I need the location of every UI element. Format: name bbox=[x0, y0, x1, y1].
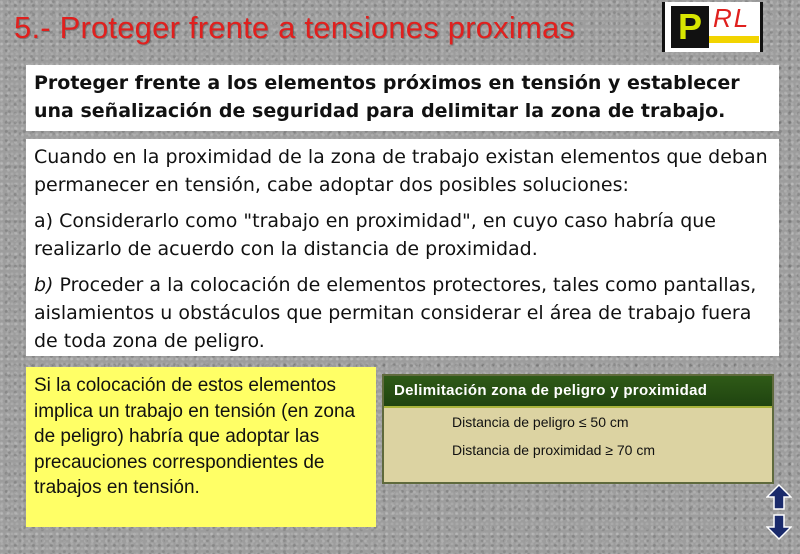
option-b-paragraph bbox=[34, 271, 771, 355]
table-header: Delimitación zona de peligro y proximidad bbox=[384, 376, 772, 408]
table-row: Distancia de proximidad ≥ 70 cm bbox=[452, 442, 655, 458]
note-box bbox=[26, 367, 376, 527]
page-title: 5.- Proteger frente a tensiones proximas bbox=[14, 10, 576, 45]
option-b-label: b) bbox=[34, 274, 54, 296]
option-b-text: Proceder a la colocación de elementos protectores, tales como pantallas, aislamientos u obstáculos que permitan considerar el área de trabajo fuera de toda zona de peligro. bbox=[34, 274, 757, 352]
objective-text: Proteger frente a los elementos próximos en tensión y establecer una señalización de seguridad para delimitar la zona de trabajo. bbox=[34, 72, 740, 122]
distance-table bbox=[382, 374, 774, 484]
arrow-up-icon[interactable] bbox=[766, 484, 792, 510]
note-text: Si la colocación de estos elementos implica un trabajo en tensión (en zona de peligro) habría que adoptar las precauciones correspondientes de trabajos en tensión. bbox=[34, 375, 356, 498]
objective-box bbox=[26, 65, 779, 131]
prl-logo bbox=[662, 2, 763, 52]
arrow-down-icon[interactable] bbox=[766, 514, 792, 540]
logo-bar bbox=[709, 36, 759, 43]
content-box bbox=[26, 139, 779, 356]
option-a-text: a) Considerarlo como "trabajo en proximidad", en cuyo caso habría que realizarlo de acuerdo con la distancia de proximidad. bbox=[34, 210, 716, 260]
logo-rl: RL bbox=[713, 3, 751, 33]
logo-p: P bbox=[671, 6, 709, 48]
table-row: Distancia de peligro ≤ 50 cm bbox=[452, 414, 629, 430]
intro-text: Cuando en la proximidad de la zona de trabajo existan elementos que deban permanecer en tensión, cabe adoptar dos posibles soluciones: bbox=[34, 146, 768, 196]
